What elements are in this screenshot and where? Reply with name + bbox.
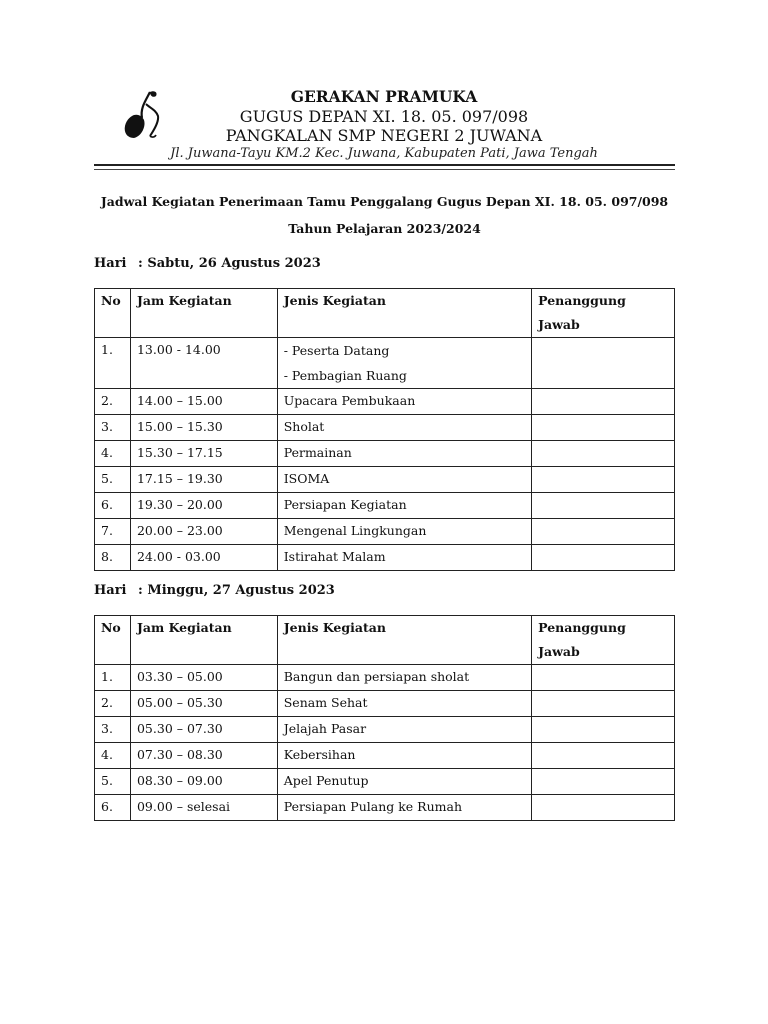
tunas-kelapa-logo-icon	[120, 86, 162, 144]
row-pic	[532, 467, 675, 493]
row-pic	[532, 389, 675, 415]
row-no: 3.	[95, 415, 131, 441]
row-pic	[532, 493, 675, 519]
row-time: 05.00 – 05.30	[130, 691, 277, 717]
table-header-row	[95, 289, 675, 338]
row-time: 08.30 – 09.00	[130, 769, 277, 795]
base-name: PANGKALAN SMP NEGERI 2 JUWANA	[225, 126, 543, 145]
day-heading-2	[94, 583, 335, 599]
document-title: Jadwal Kegiatan Penerimaan Tamu Penggalang Gugus Depan XI. 18. 05. 097/098	[100, 194, 669, 209]
table-row	[95, 338, 675, 389]
table-row	[95, 415, 675, 441]
row-pic	[532, 545, 675, 571]
table-row	[95, 769, 675, 795]
row-time: 24.00 - 03.00	[130, 545, 277, 571]
row-time: 15.30 – 17.15	[130, 441, 277, 467]
col-activity: Jenis Kegiatan	[277, 616, 531, 665]
row-activity: Permainan	[277, 441, 531, 467]
day-label: Hari	[94, 583, 127, 598]
row-no: 4.	[95, 441, 131, 467]
org-name: GERAKAN PRAMUKA	[290, 87, 478, 106]
row-no: 7.	[95, 519, 131, 545]
row-activity: Persiapan Kegiatan	[277, 493, 531, 519]
row-activity	[277, 338, 531, 389]
row-no: 8.	[95, 545, 131, 571]
day-value: : Minggu, 27 Agustus 2023	[138, 583, 335, 598]
table-row	[95, 795, 675, 821]
row-no: 6.	[95, 795, 131, 821]
table-row	[95, 493, 675, 519]
table-row	[95, 389, 675, 415]
row-activity: Sholat	[277, 415, 531, 441]
unit-name: GUGUS DEPAN XI. 18. 05. 097/098	[239, 107, 529, 126]
row-pic	[532, 415, 675, 441]
row-no: 5.	[95, 769, 131, 795]
table-row	[95, 545, 675, 571]
row-activity: Kebersihan	[277, 743, 531, 769]
table-row	[95, 519, 675, 545]
row-time: 15.00 – 15.30	[130, 415, 277, 441]
row-activity: Apel Penutup	[277, 769, 531, 795]
table-row	[95, 441, 675, 467]
row-time: 05.30 – 07.30	[130, 717, 277, 743]
row-activity: Mengenal Lingkungan	[277, 519, 531, 545]
letterhead-divider-thick	[94, 164, 675, 166]
row-activity: Upacara Pembukaan	[277, 389, 531, 415]
day-heading-1	[94, 256, 321, 272]
activity-line: - Pembagian Ruang	[283, 368, 407, 383]
row-activity: Jelajah Pasar	[277, 717, 531, 743]
row-no: 5.	[95, 467, 131, 493]
table-header-row	[95, 616, 675, 665]
activity-line: - Peserta Datang	[283, 343, 390, 358]
row-pic	[532, 441, 675, 467]
col-time: Jam Kegiatan	[130, 616, 277, 665]
day-value: : Sabtu, 26 Agustus 2023	[138, 256, 321, 271]
row-time: 17.15 – 19.30	[130, 467, 277, 493]
col-no: No	[95, 289, 131, 338]
document-subtitle: Tahun Pelajaran 2023/2024	[288, 221, 481, 236]
table-row	[95, 691, 675, 717]
schedule-table-day2	[94, 615, 675, 821]
schedule-table-day1	[94, 288, 675, 571]
row-no: 4.	[95, 743, 131, 769]
col-pic: Penanggung Jawab	[532, 616, 675, 665]
row-pic	[532, 769, 675, 795]
col-activity: Jenis Kegiatan	[277, 289, 531, 338]
row-no: 2.	[95, 691, 131, 717]
row-pic	[532, 665, 675, 691]
address: Jl. Juwana-Tayu KM.2 Kec. Juwana, Kabupaten Pati, Jawa Tengah	[170, 146, 598, 161]
table-row	[95, 665, 675, 691]
col-time: Jam Kegiatan	[130, 289, 277, 338]
row-activity: Bangun dan persiapan sholat	[277, 665, 531, 691]
row-no: 2.	[95, 389, 131, 415]
table-row	[95, 467, 675, 493]
row-time: 20.00 – 23.00	[130, 519, 277, 545]
row-time: 13.00 - 14.00	[130, 338, 277, 389]
row-time: 14.00 – 15.00	[130, 389, 277, 415]
row-activity: Senam Sehat	[277, 691, 531, 717]
row-time: 03.30 – 05.00	[130, 665, 277, 691]
row-time: 19.30 – 20.00	[130, 493, 277, 519]
row-pic	[532, 519, 675, 545]
row-no: 1.	[95, 665, 131, 691]
row-pic	[532, 743, 675, 769]
row-no: 1.	[95, 338, 131, 389]
row-pic	[532, 717, 675, 743]
row-time: 07.30 – 08.30	[130, 743, 277, 769]
day-label: Hari	[94, 256, 127, 271]
row-time: 09.00 – selesai	[130, 795, 277, 821]
col-pic: Penanggung Jawab	[532, 289, 675, 338]
col-no: No	[95, 616, 131, 665]
row-no: 6.	[95, 493, 131, 519]
row-activity: Istirahat Malam	[277, 545, 531, 571]
row-pic	[532, 795, 675, 821]
row-no: 3.	[95, 717, 131, 743]
letterhead-divider-thin	[94, 169, 675, 170]
letterhead	[170, 87, 598, 163]
row-pic	[532, 691, 675, 717]
table-row	[95, 717, 675, 743]
row-activity: ISOMA	[277, 467, 531, 493]
row-activity: Persiapan Pulang ke Rumah	[277, 795, 531, 821]
table-row	[95, 743, 675, 769]
row-pic	[532, 338, 675, 389]
